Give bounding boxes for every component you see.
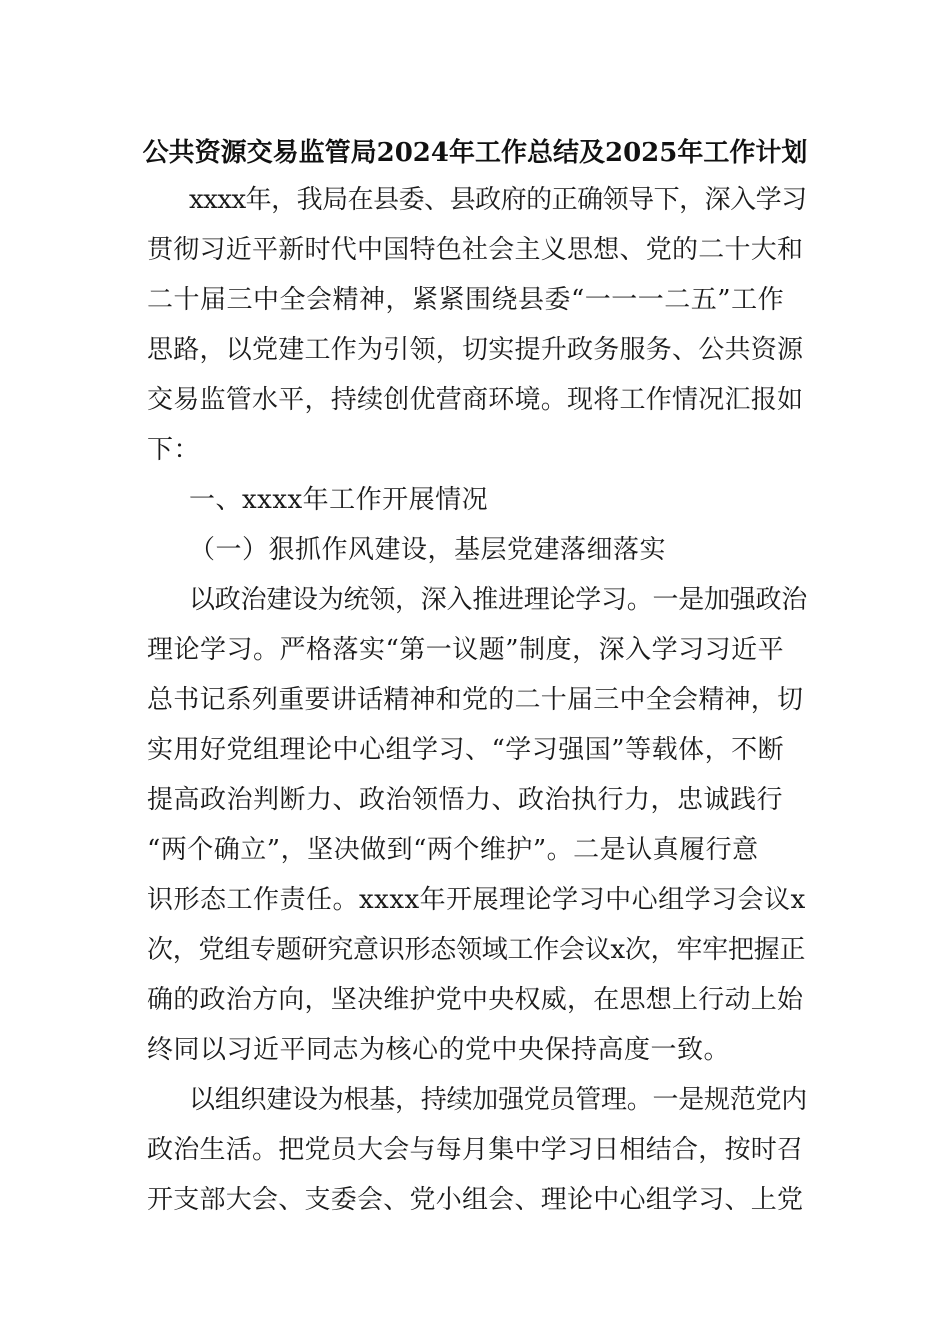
section-heading: 一、xxxx年工作开展情况 <box>189 485 489 515</box>
document-title: 公共资源交易监管局2024年工作总结及2025年工作计划 <box>142 138 808 168</box>
paragraph-line: 理论学习。严格落实“第一议题”制度，深入学习习近平 <box>147 635 785 665</box>
paragraph-line: 贯彻习近平新时代中国特色社会主义思想、党的二十大和 <box>147 235 804 265</box>
paragraph-line: 交易监管水平，持续创优营商环境。现将工作情况汇报如 <box>147 385 804 415</box>
paragraph-line: 识形态工作责任。xxxx年开展理论学习中心组学习会议x <box>147 885 806 915</box>
paragraph-line: “两个确立”，坚决做到“两个维护”。二是认真履行意 <box>147 835 759 865</box>
paragraph-line: 下： <box>147 435 201 465</box>
paragraph-line: 终同以习近平同志为核心的党中央保持高度一致。 <box>147 1035 731 1065</box>
paragraph-line: 次，党组专题研究意识形态领域工作会议x次，牢牢把握正 <box>147 935 806 965</box>
paragraph-line: 二十届三中全会精神，紧紧围绕县委“一一一二五”工作 <box>147 285 785 315</box>
paragraph-line: 政治生活。把党员大会与每月集中学习日相结合，按时召 <box>147 1135 804 1165</box>
paragraph-line: xxxx年，我局在县委、县政府的正确领导下，深入学习 <box>189 185 807 215</box>
paragraph-line: 实用好党组理论中心组学习、“学习强国”等载体，不断 <box>147 735 785 765</box>
paragraph-line: 以政治建设为统领，深入推进理论学习。一是加强政治 <box>189 585 808 615</box>
paragraph-line: 确的政治方向，坚决维护党中央权威，在思想上行动上始 <box>147 985 804 1015</box>
paragraph-line: 以组织建设为根基，持续加强党员管理。一是规范党内 <box>189 1085 808 1115</box>
paragraph-line: 思路，以党建工作为引领，切实提升政务服务、公共资源 <box>147 335 804 365</box>
paragraph-line: 提高政治判断力、政治领悟力、政治执行力，忠诚践行 <box>147 785 784 815</box>
paragraph-line: 总书记系列重要讲话精神和党的二十届三中全会精神，切 <box>147 685 804 715</box>
subsection-heading: （一）狠抓作风建设，基层党建落细落实 <box>189 535 667 565</box>
paragraph-line: 开支部大会、支委会、党小组会、理论中心组学习、上党 <box>147 1185 804 1215</box>
